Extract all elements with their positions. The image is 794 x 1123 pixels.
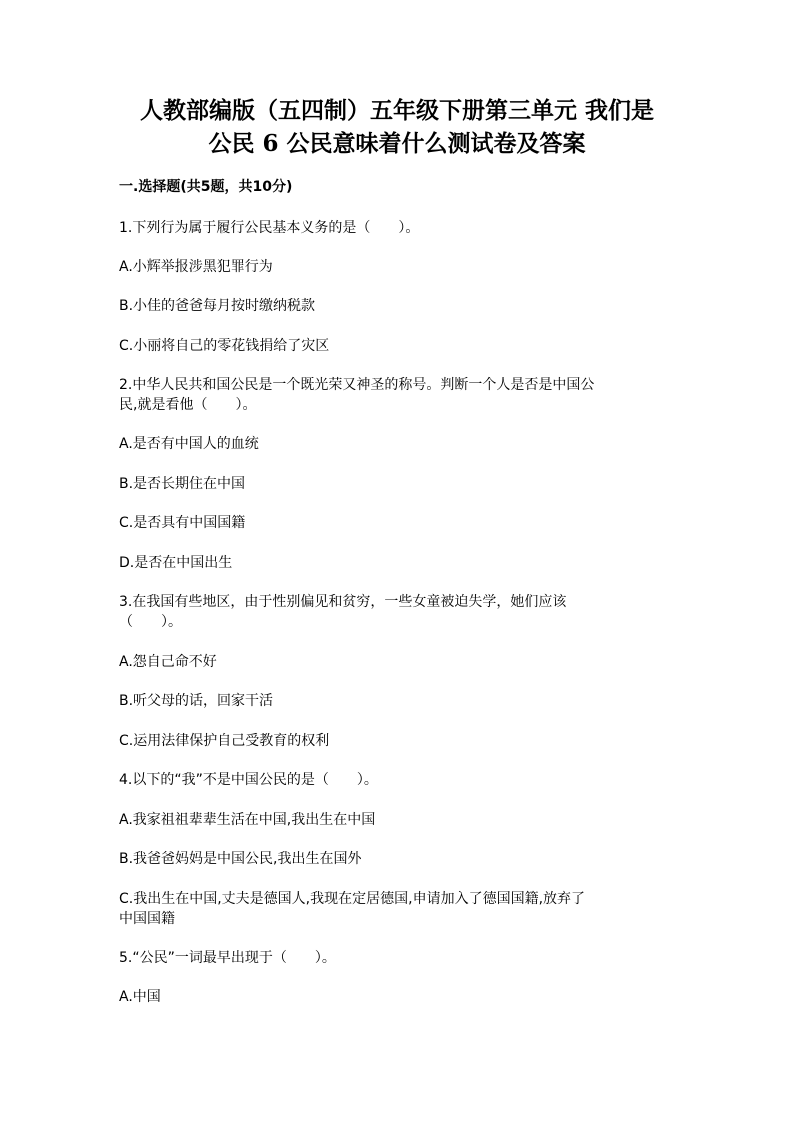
question-5-stem: 5.“公民”一词最早出现于（ ）。 <box>119 950 336 966</box>
question-3-option-a: A.怨自己命不好 <box>119 654 217 670</box>
question-4-option-c-line-2: 中国国籍 <box>119 911 175 927</box>
question-5-option-a: A.中国 <box>119 989 161 1005</box>
question-3-option-c: C.运用法律保护自己受教育的权利 <box>119 733 330 749</box>
question-3-option-b: B.听父母的话，回家干活 <box>119 693 274 709</box>
question-4-option-b: B.我爸爸妈妈是中国公民,我出生在国外 <box>119 851 362 867</box>
question-2-option-d: D.是否在中国出生 <box>119 555 233 571</box>
question-2-stem-line-2: 民,就是看他（ ）。 <box>119 397 257 413</box>
question-2-stem-line-1: 2.中华人民共和国公民是一个既光荣又神圣的称号。判断一个人是否是中国公 <box>119 377 595 393</box>
question-2-option-a: A.是否有中国人的血统 <box>119 436 259 452</box>
question-1-option-c: C.小丽将自己的零花钱捐给了灾区 <box>119 338 330 354</box>
question-4-stem: 4.以下的“我”不是中国公民的是（ ）。 <box>119 772 378 788</box>
question-2-option-c: C.是否具有中国国籍 <box>119 515 246 531</box>
question-1-option-a: A.小辉举报涉黑犯罪行为 <box>119 259 273 275</box>
question-4-option-c-line-1: C.我出生在中国,丈夫是德国人,我现在定居德国,申请加入了德国国籍,放弃了 <box>119 891 586 907</box>
question-1-stem: 1.下列行为属于履行公民基本义务的是（ ）。 <box>119 220 420 236</box>
question-2-option-b: B.是否长期住在中国 <box>119 476 246 492</box>
question-1-option-b: B.小佳的爸爸每月按时缴纳税款 <box>119 298 316 314</box>
question-3-stem-line-1: 3.在我国有些地区，由于性别偏见和贫穷，一些女童被迫失学，她们应该 <box>119 594 567 610</box>
question-3-stem-line-2: （ ）。 <box>119 614 182 630</box>
page-title-line-1: 人教部编版（五四制）五年级下册第三单元 我们是 <box>139 97 654 124</box>
section-heading: 一.选择题(共5题，共10分) <box>119 179 293 195</box>
question-4-option-a: A.我家祖祖辈辈生活在中国,我出生在中国 <box>119 812 376 828</box>
page-title-line-2: 公民 6 公民意味着什么测试卷及答案 <box>208 130 586 157</box>
